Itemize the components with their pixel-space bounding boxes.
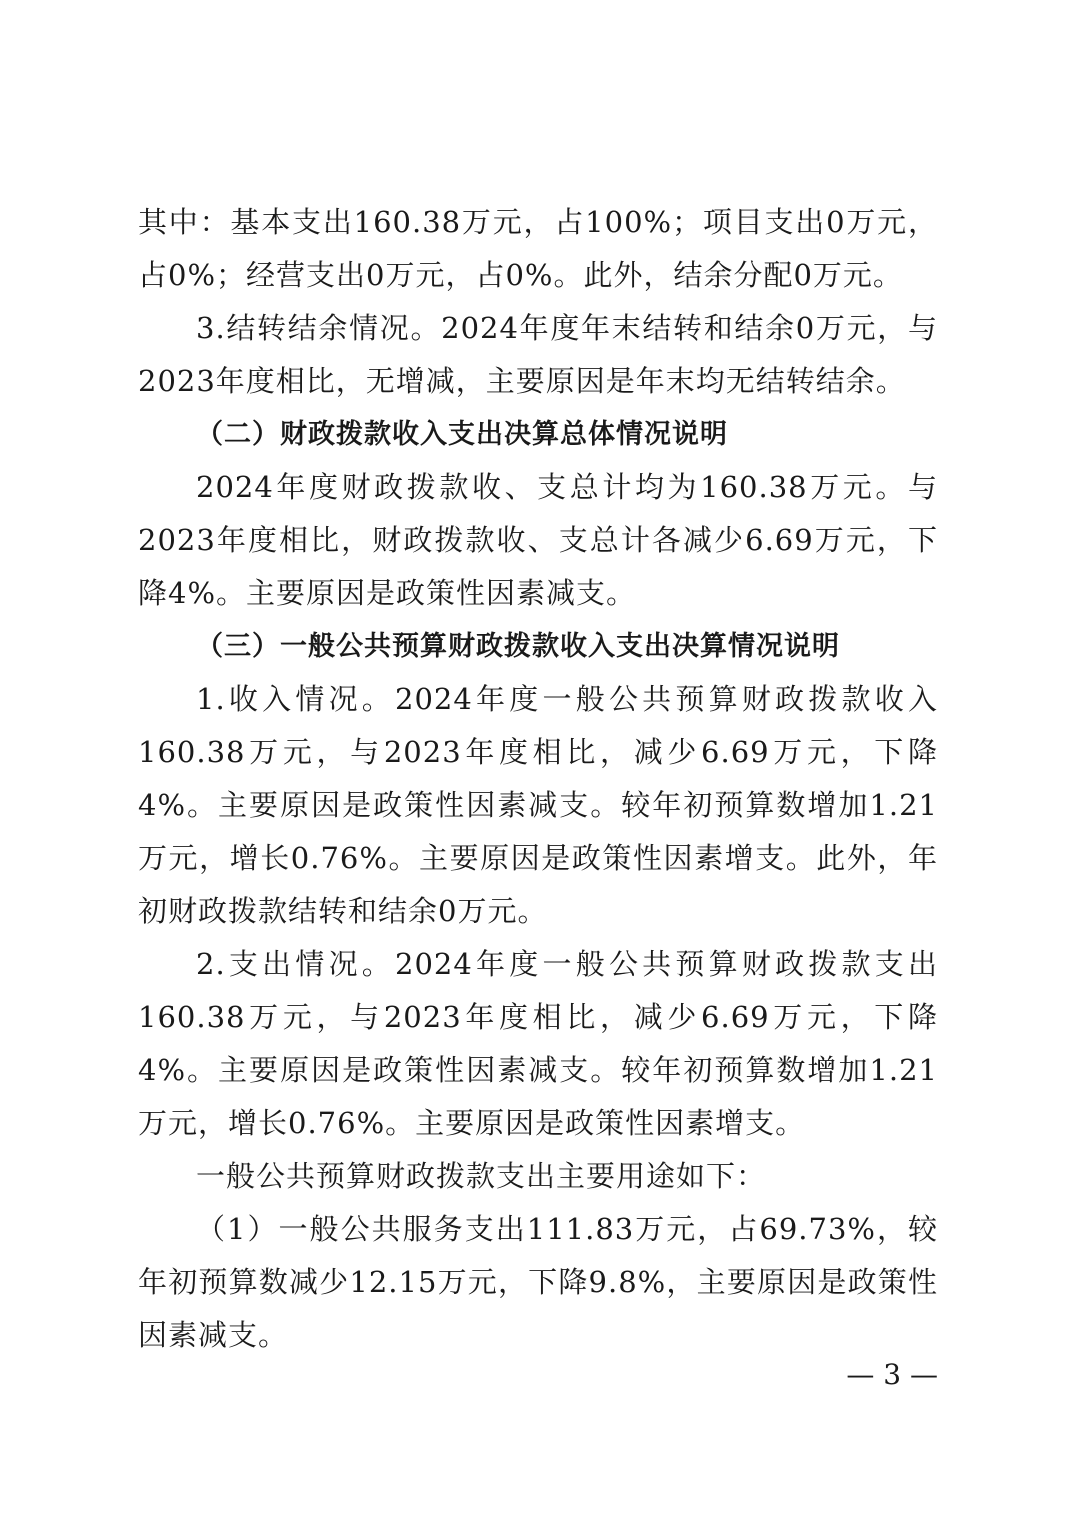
- paragraph-fiscal-total: 2024年度财政拨款收、支总计均为160.38万元。与2023年度相比，财政拨款收、支总计各减少6.69万元，下降4%。主要原因是政策性因素减支。: [138, 470, 938, 610]
- paragraph-income: 1.收入情况。2024年度一般公共预算财政拨款收入160.38万元，与2023年度相比，减少6.69万元，下降4%。主要原因是政策性因素减支。较年初预算数增加1.21万元，增长0.76%。主要原因是政策性因素增支。此外，年初财政拨款结转和结余0万元。: [138, 682, 938, 928]
- section-heading-3: （三）一般公共预算财政拨款收入支出决算情况说明: [196, 631, 840, 662]
- paragraph-public-services: （1）一般公共服务支出111.83万元，占69.73%，较年初预算数减少12.15万元，下降9.8%，主要原因是政策性因素减支。: [138, 1212, 938, 1352]
- paragraph-expenditure: 2.支出情况。2024年度一般公共预算财政拨款支出160.38万元，与2023年度相比，减少6.69万元，下降4%。主要原因是政策性因素减支。较年初预算数增加1.21万元，增长0.76%。主要原因是政策性因素增支。: [138, 947, 938, 1140]
- paragraph-expenditure-breakdown: 其中：基本支出160.38万元，占100%；项目支出0万元，占0%；经营支出0万元，占0%。此外，结余分配0万元。: [138, 205, 938, 292]
- section-heading-2: （二）财政拨款收入支出决算总体情况说明: [196, 419, 728, 450]
- page-number: — 3 —: [846, 1358, 938, 1391]
- paragraph-uses-intro: 一般公共预算财政拨款支出主要用途如下：: [196, 1159, 767, 1193]
- paragraph-carryover: 3.结转结余情况。2024年度年末结转和结余0万元，与2023年度相比，无增减，主要原因是年末均无结转结余。: [138, 311, 938, 398]
- document-body: [138, 196, 938, 1362]
